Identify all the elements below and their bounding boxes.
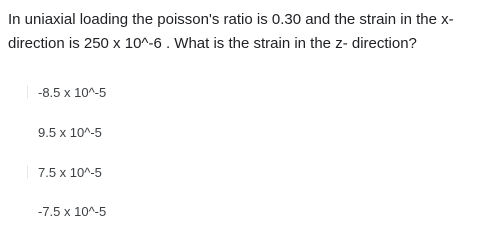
answer-option-b[interactable] xyxy=(30,120,330,146)
option-marker xyxy=(27,165,28,179)
option-label: 9.5 x 10^-5 xyxy=(38,125,102,140)
option-label: 7.5 x 10^-5 xyxy=(38,165,102,180)
answer-option-d[interactable] xyxy=(30,199,330,225)
option-label: -8.5 x 10^-5 xyxy=(38,85,107,100)
answer-option-a[interactable] xyxy=(30,80,330,106)
answer-option-c[interactable] xyxy=(30,160,330,186)
option-label: -7.5 x 10^-5 xyxy=(38,204,107,219)
option-marker xyxy=(27,85,28,99)
question-text: In uniaxial loading the poisson's ratio is 0.30 and the strain in the x-direction is 250 x 10^-6 . What is the strain in the z- direction? xyxy=(8,11,454,52)
